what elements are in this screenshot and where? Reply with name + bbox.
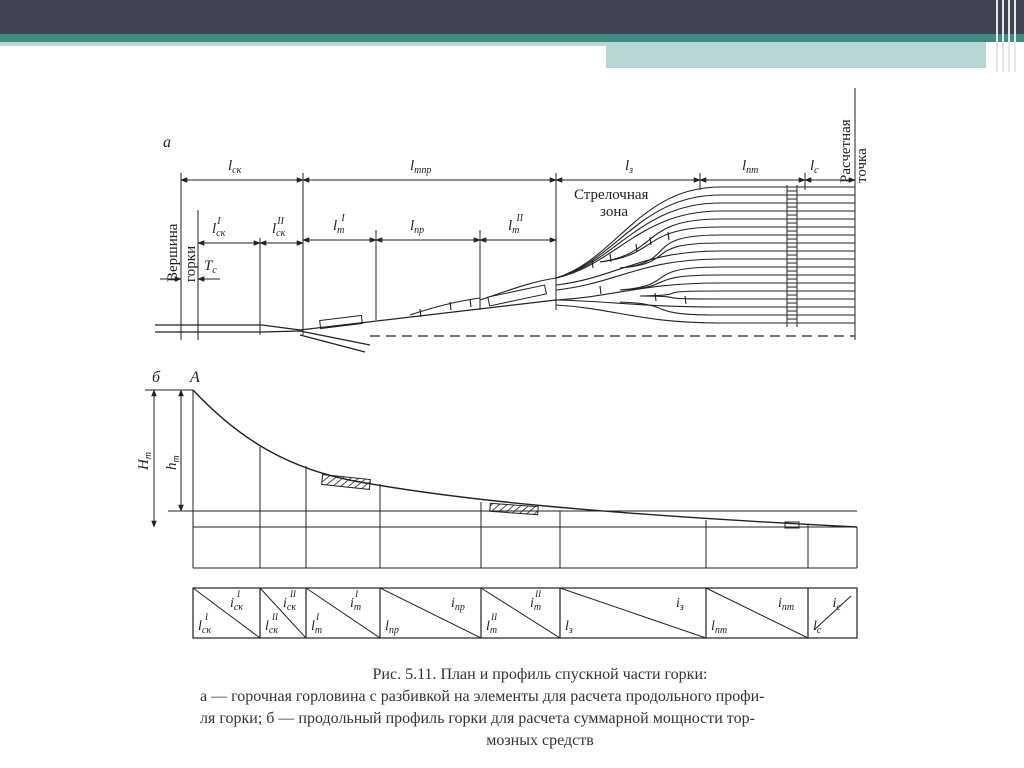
profile-frame <box>145 390 857 568</box>
plan-label: а <box>163 134 171 151</box>
grade-value: $i_тII$ <box>530 589 542 613</box>
switch-mark <box>470 299 471 307</box>
grade-cell <box>380 588 481 638</box>
grade-length: $l_{ск}I$ <box>198 612 212 636</box>
svg-text:lз: $l_з$ <box>625 158 634 176</box>
design-point-label-1: Расчетная <box>838 119 854 183</box>
switch-mark <box>685 296 686 304</box>
design-point-label-2: точка <box>854 148 870 183</box>
grade-value: $i_тI$ <box>350 589 362 613</box>
grade-value: $i_с$ <box>832 596 841 613</box>
height-h-label: $h_т$ <box>164 455 182 470</box>
classification-track <box>556 305 855 323</box>
switch-zone-label-2: зона <box>600 204 629 220</box>
plan-second-dimension-line <box>198 240 556 243</box>
grade-length: $l_{ск}II$ <box>265 612 279 636</box>
caption-line-2: а — горочная горловина с разбивкой на элементы для расчета продольного профи- <box>200 688 765 705</box>
classification-track <box>640 296 855 299</box>
svg-text:lтII: $l_тII$ <box>508 213 524 236</box>
caption-line-1: Рис. 5.11. План и профиль спускной части горки: <box>372 666 708 683</box>
plan-second-dimension-labels <box>212 213 524 239</box>
svg-text:lск: $l_{ск}$ <box>228 158 242 176</box>
switch-mark <box>600 286 601 294</box>
grade-cell <box>560 588 706 638</box>
hump-crest-label-1: Вершина <box>165 223 181 282</box>
svg-text:lпт: $l_{пт}$ <box>742 158 759 176</box>
svg-text:lтI: $l_тI$ <box>333 213 345 236</box>
svg-text:lскI: $l_{ск}I$ <box>212 216 226 239</box>
svg-text:lпр: $l_{пр}$ <box>410 218 425 236</box>
plan-view <box>155 88 870 352</box>
figure-caption <box>200 664 880 752</box>
grade-length: $l_с$ <box>813 619 822 636</box>
svg-text:lс: $l_с$ <box>810 158 819 176</box>
profile-label: б <box>152 369 161 386</box>
grade-length: $l_з$ <box>565 619 573 636</box>
profile-point-a: A <box>190 369 200 386</box>
classification-track <box>600 227 855 262</box>
classification-track <box>556 300 855 307</box>
grade-length: $l_{пт}$ <box>711 619 728 636</box>
svg-text:lтпр: $l_{тпр}$ <box>410 158 432 176</box>
grade-value: $i_з$ <box>676 596 684 613</box>
classification-track <box>620 302 855 315</box>
classification-track <box>600 219 855 262</box>
switch-mark <box>655 293 656 301</box>
grade-value: $i_{пр}$ <box>451 596 465 613</box>
grade-cell <box>193 588 260 638</box>
plan-retarders <box>320 285 547 328</box>
tc-label: $T_с$ <box>204 258 217 276</box>
switch-zone-label-1: Стрелочная <box>574 187 649 203</box>
grade-value: $i_{ск}I$ <box>230 589 244 613</box>
caption-line-3: ля горки; б — продольный профиль горки для расчета суммарной мощности тор- <box>200 710 755 727</box>
classification-track <box>556 211 855 278</box>
grade-cell <box>808 588 851 638</box>
grade-length: $l_тII$ <box>486 612 498 636</box>
grades-table <box>193 588 851 638</box>
plan-top-dimension-labels <box>228 158 819 176</box>
svg-text:lскII: $l_{ск}II$ <box>272 216 286 239</box>
grade-value: $i_{пт}$ <box>778 596 795 613</box>
grade-cell <box>260 588 306 638</box>
height-H-label: $H_т$ <box>136 451 154 470</box>
grade-length: $l_{пр}$ <box>385 619 399 636</box>
grade-cell <box>706 588 808 638</box>
hump-crest-label-2: горки <box>183 245 199 282</box>
switch-mark <box>636 244 637 252</box>
classification-track <box>640 291 855 296</box>
park-retarder-position <box>787 185 797 327</box>
grade-cell <box>306 588 380 638</box>
grade-cell <box>481 588 560 638</box>
profile-view <box>136 369 857 638</box>
grade-length: $l_тI$ <box>311 612 323 636</box>
grade-value: $i_{ск}II$ <box>283 589 297 613</box>
caption-line-4: мозных средств <box>486 732 594 749</box>
